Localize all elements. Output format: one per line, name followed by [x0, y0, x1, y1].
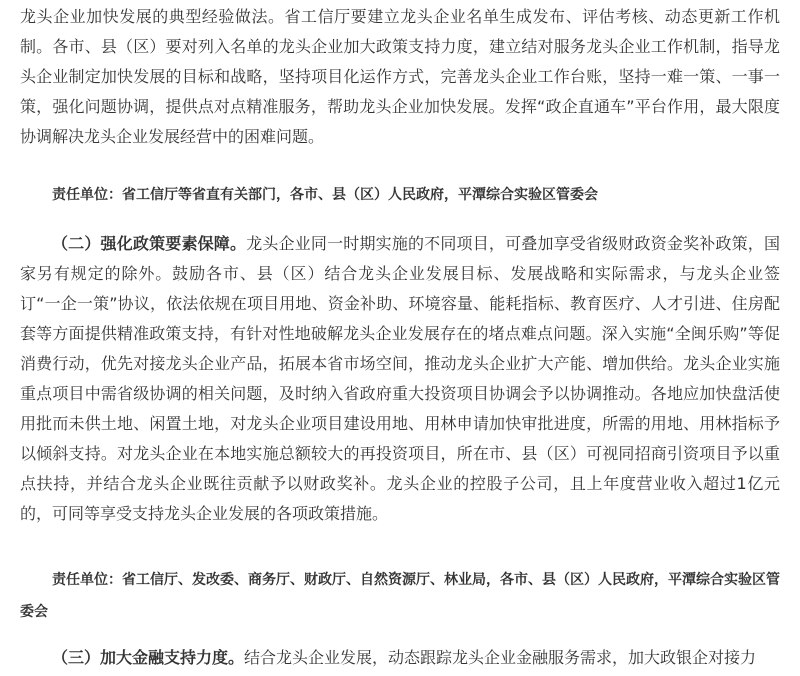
section-heading-financial-support: （三）加大金融支持力度。: [52, 648, 245, 667]
section-heading-policy-support: （二）强化政策要素保障。: [52, 234, 247, 253]
paragraph-policy-support: [20, 229, 780, 529]
responsible-units-1: 责任单位：省工信厅等省直有关部门，各市、县（区）人民政府，平潭综合实验区管委会: [52, 187, 598, 203]
paragraph-typical-experience: 龙头企业加快发展的典型经验做法。省工信厅要建立龙头企业名单生成发布、评估考核、动态更新工作机制。各市、县（区）要对列入名单的龙头企业加大政策支持力度，建立结对服务龙头企业工作机制，指导龙头企业制定加快发展的目标和战略，坚持项目化运作方式，完善龙头企业工作台账，坚持一难一策、一事一策，强化问题协调，提供点对点精准服务，帮助龙头企业加快发展。发挥“政企直通车”平台作用，最大限度协调解决龙头企业发展经营中的困难问题。: [20, 7, 780, 146]
paragraph-policy-support-body: 龙头企业同一时期实施的不同项目，可叠加享受省级财政资金奖补政策，国家另有规定的除外。鼓励各市、县（区）结合龙头企业发展目标、发展战略和实际需求，与龙头企业签订“一企一策”协议，依法依规在项目用地、资金补助、环境容量、能耗指标、教育医疗、人才引进、住房配套等方面提供精准政策支持，有针对性地破解龙头企业发展存在的堵点难点问题。深入实施“全闽乐购”等促消费行动，优先对接龙头企业产品，拓展本省市场空间，推动龙头企业扩大产能、增加供给。龙头企业实施重点项目中需省级协调的相关问题，及时纳入省政府重大投资项目协调会予以协调推动。各地应加快盘活使用批而未供土地、闲置土地，对龙头企业项目建设用地、用林申请加快审批进度，所需的用地、用林指标予以倾斜支持。对龙头企业在本地实施总额较大的再投资项目，所在市、县（区）可视同招商引资项目予以重点扶持，并结合龙头企业既往贡献予以财政奖补。龙头企业的控股子公司，且上年度营业收入超过1亿元的，可同等享受支持龙头企业发展的各项政策措施。: [20, 234, 780, 523]
responsible-units-2: 责任单位：省工信厅、发改委、商务厅、财政厅、自然资源厅、林业局，各市、县（区）人民政府，平潭综合实验区管委会: [20, 572, 780, 620]
paragraph-financial-support-body: 结合龙头企业发展，动态跟踪龙头企业金融服务需求，加大政银企对接力: [244, 648, 757, 667]
paragraph-financial-support: [20, 643, 780, 673]
